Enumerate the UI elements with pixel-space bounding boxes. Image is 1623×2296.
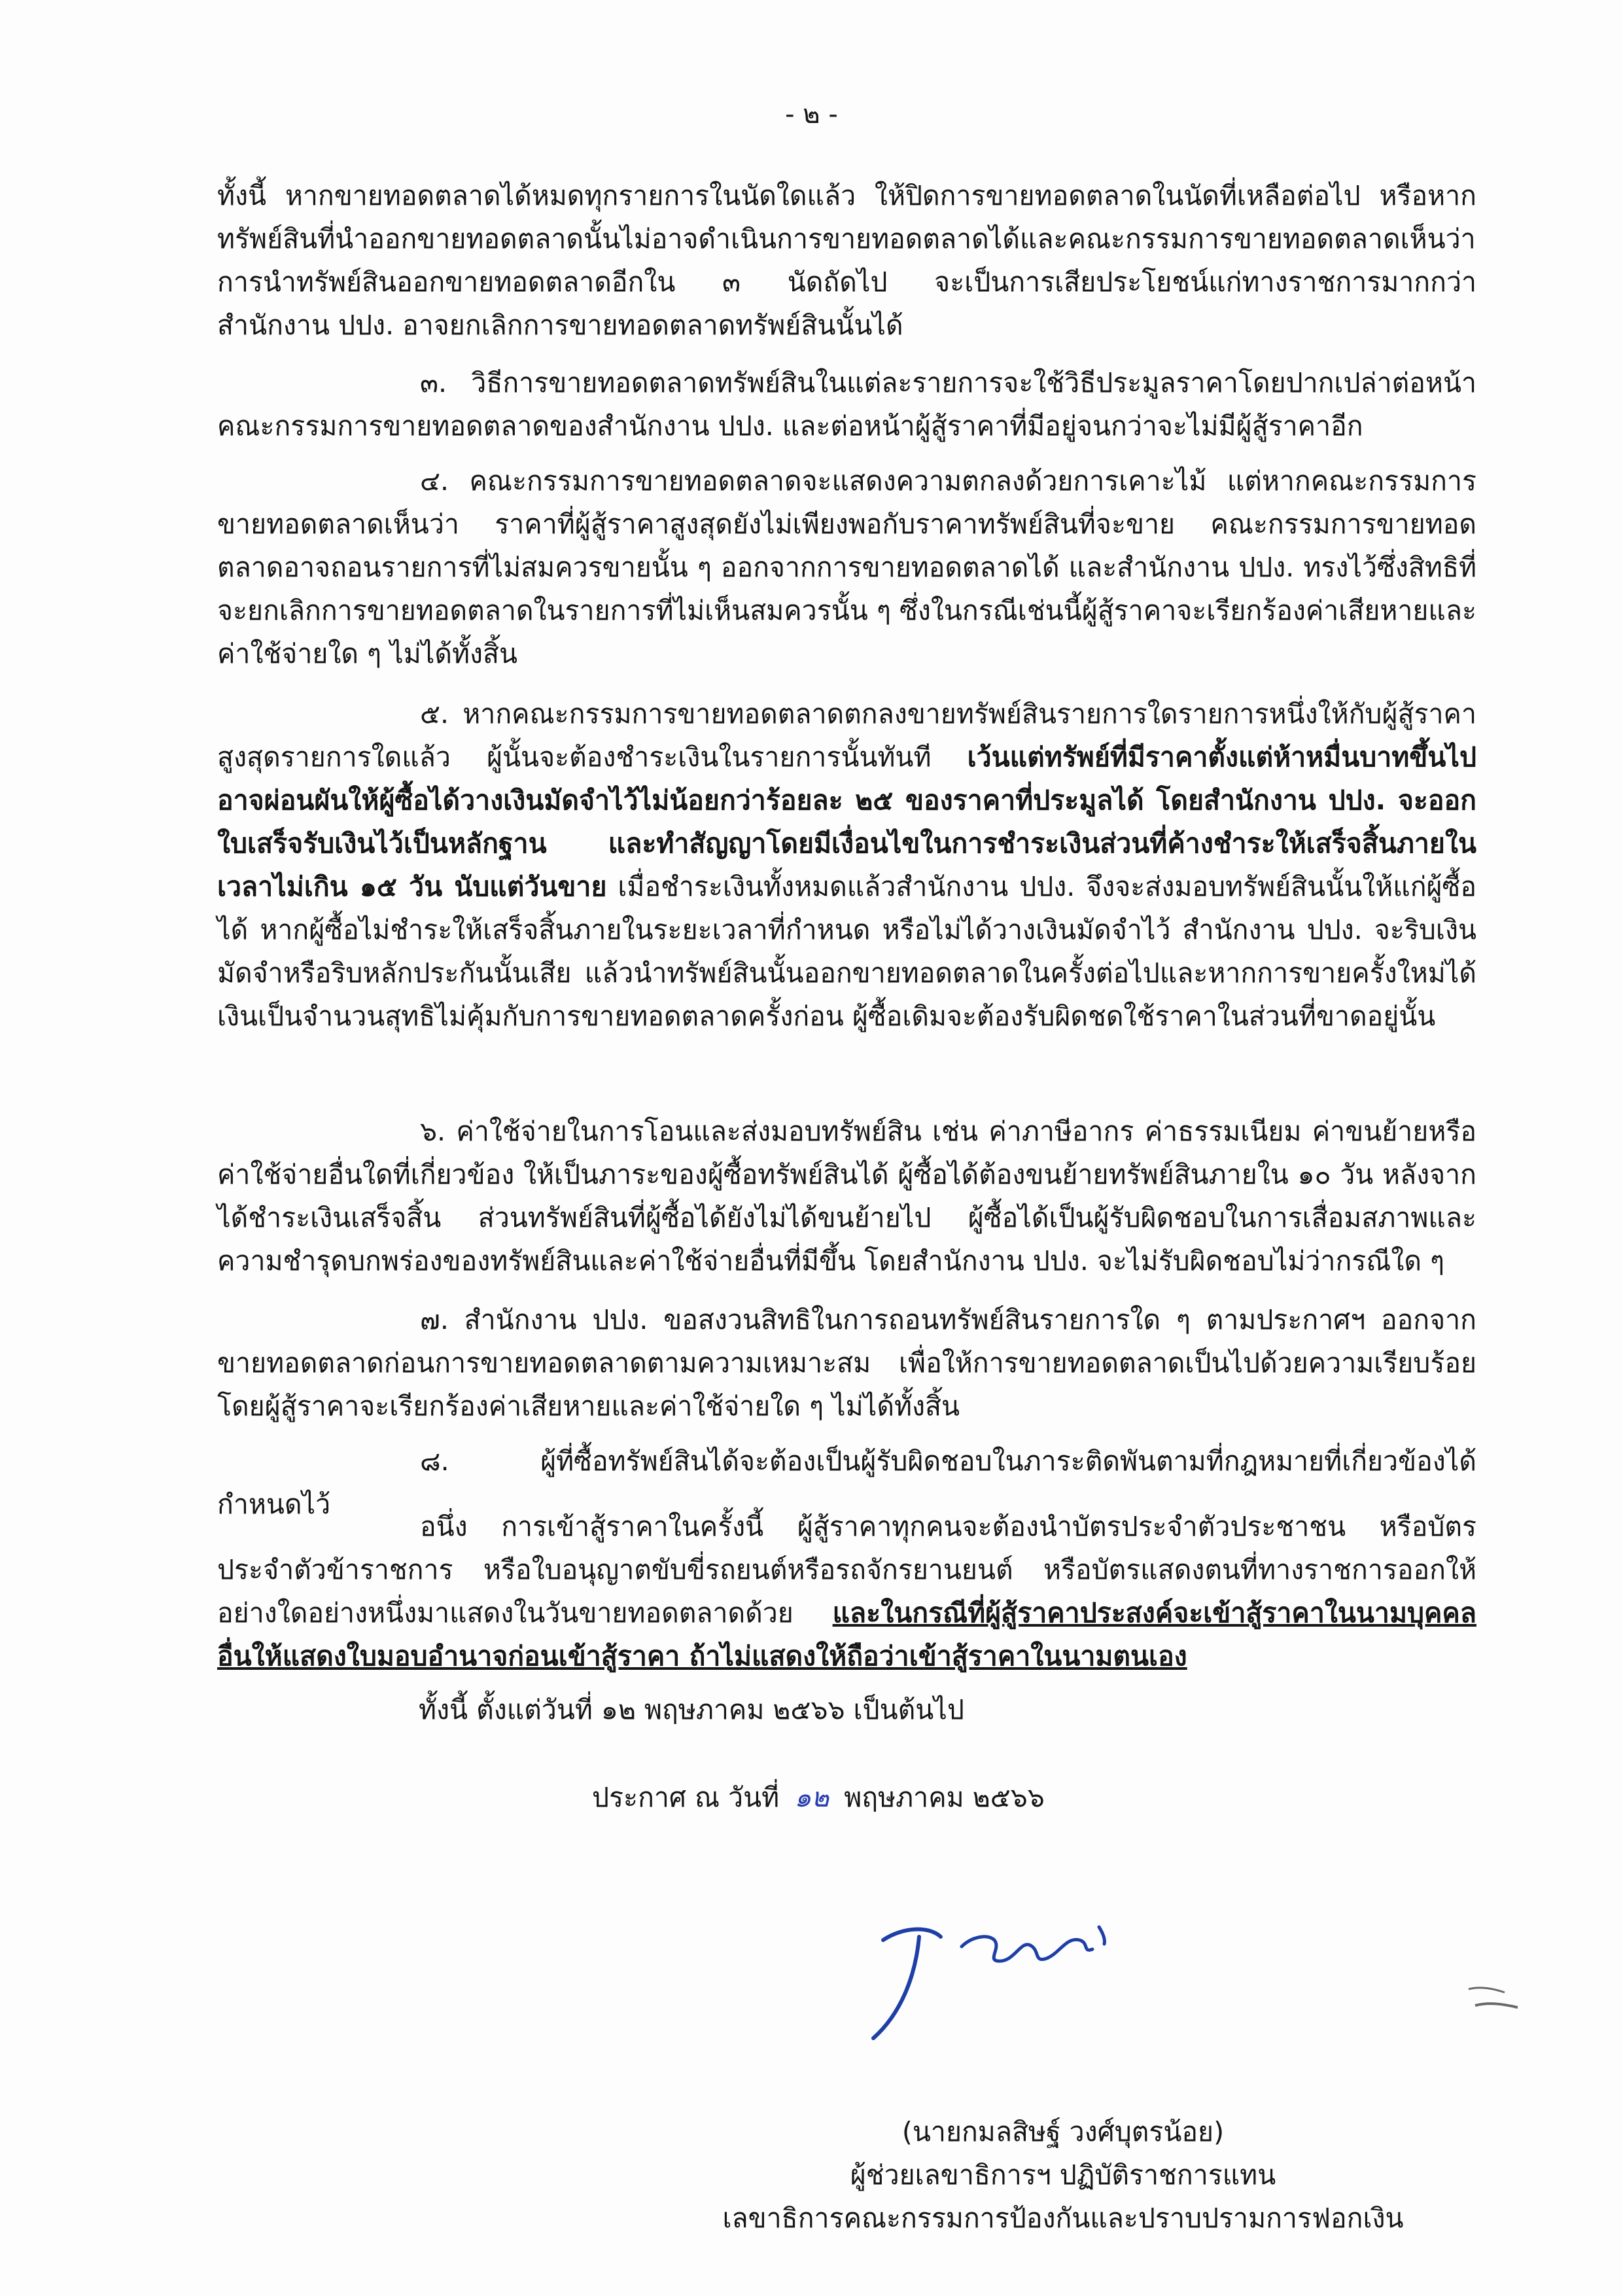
paragraph-item-6 [217, 1110, 1476, 1282]
announcement-date-line [592, 1776, 1045, 1819]
handwritten-signature [857, 1901, 1119, 2051]
paragraph-text: ๘. ผู้ที่ซื้อทรัพย์สินได้จะต้องเป็นผู้รับผิดชอบในภาระติดพันตามที่กฎหมายที่เกี่ยวข้องได้กำหนดไว้ [217, 1445, 1476, 1520]
effective-date-line: ทั้งนี้ ตั้งแต่วันที่ ๑๒ พฤษภาคม ๒๕๖๖ เป็นต้นไป [419, 1694, 964, 1725]
announcement-prefix: ประกาศ ณ วันที่ [592, 1782, 780, 1813]
stray-ink-mark [1465, 1976, 1524, 2015]
signer-position: ผู้ช่วยเลขาธิการฯ ปฏิบัติราชการแทน [850, 2159, 1276, 2191]
paragraph-bold-text: เว้นแต่ทรัพย์ที่มีราคาตั้งแต่ห้าหมื่นบาทขึ้นไป อาจผ่อนผันให้ผู้ซื้อได้วางเงินมัดจำไว้ไม่น้อยกว่าร้อยละ ๒๕ ของราคาที่ประมูลได้ โดยสำนักงาน ปปง. จะออกใบเสร็จรับเงินไว้เป็นหลักฐาน และทำสัญญาโดยมีเงื่อนไขในการชำระเงินส่วนที่ค้างชำระให้เสร็จสิ้นภายในเวลาไม่เกิน ๑๕ วัน นับแต่วันขาย [217, 741, 1476, 902]
signer-office: เลขาธิการคณะกรรมการป้องกันและปราบปรามการฟอกเงิน [722, 2202, 1404, 2234]
paragraph-text: ๕. หากคณะกรรมการขายทอดตลาดตกลงขายทรัพย์สินรายการใดรายการหนึ่งให้กับผู้สู้ราคาสูงสุดรายการใดแล้ว ผู้นั้นจะต้องชำระเงินในรายการนั้นทันที [217, 698, 1476, 773]
announcement-day: ๑๒ [794, 1782, 829, 1813]
paragraph-text: อนึ่ง การเข้าสู้ราคาในครั้งนี้ ผู้สู้ราคาทุกคนจะต้องนำบัตรประจำตัวประชาชน หรือบัตรประจำตัวข้าราชการ หรือใบอนุญาตขับขี่รถยนต์หรือรถจักรยานยนต์ หรือบัตรแสดงตนที่ทางราชการออกให้อย่างใดอย่างหนึ่งมาแสดงในวันขายทอดตลาดด้วย [217, 1511, 1476, 1629]
page-number: - ๒ - [785, 99, 838, 130]
paragraph-text: เมื่อชำระเงินทั้งหมดแล้วสำนักงาน ปปง. จึงจะส่งมอบทรัพย์สินนั้นให้แก่ผู้ซื้อได้ หากผู้ซื้อไม่ชำระให้เสร็จสิ้นภายในระยะเวลาที่กำหนด หรือไม่ได้วางเงินมัดจำไว้ สำนักงาน ปปง. จะริบเงินมัดจำหรือริบหลักประกันนั้นเสีย แล้วนำทรัพย์สินนั้นออกขายทอดตลาดในครั้งต่อไปและหากการขายครั้งใหม่ได้เงินเป็นจำนวนสุทธิไม่คุ้มกับการขายทอดตลาดครั้งก่อน ผู้ซื้อเดิมจะต้องรับผิดชดใช้ราคาในส่วนที่ขาดอยู่นั้น [217, 871, 1476, 1032]
announcement-month-year: พฤษภาคม ๒๕๖๖ [844, 1782, 1045, 1813]
paragraph-identification [217, 1505, 1476, 1678]
paragraph-text: ๔. คณะกรรมการขายทอดตลาดจะแสดงความตกลงด้วยการเคาะไม้ แต่หากคณะกรรมการขายทอดตลาดเห็นว่า ราคาที่ผู้สู้ราคาสูงสุดยังไม่เพียงพอกับราคาทรัพย์สินที่จะขาย คณะกรรมการขายทอดตลาดอาจถอนรายการที่ไม่สมควรขายนั้น ๆ ออกจากการขายทอดตลาดได้ และสำนักงาน ปปง. ทรงไว้ซึ่งสิทธิที่จะยกเลิกการขายทอดตลาดในรายการที่ไม่เห็นสมควรนั้น ๆ ซึ่งในกรณีเช่นนี้ผู้สู้ราคาจะเรียกร้องค่าเสียหายและค่าใช้จ่ายใด ๆ ไม่ได้ทั้งสิ้น [217, 465, 1476, 669]
paragraph-text: ทั้งนี้ หากขายทอดตลาดได้หมดทุกรายการในนัดใดแล้ว ให้ปิดการขายทอดตลาดในนัดที่เหลือต่อไป หรือหากทรัพย์สินที่นำออกขายทอดตลาดนั้นไม่อาจดำเนินการขายทอดตลาดได้และคณะกรรมการขายทอดตลาดเห็นว่า การนำทรัพย์สินออกขายทอดตลาดอีกใน ๓ นัดถัดไป จะเป็นการเสียประโยชน์แก่ทางราชการมากกว่า สำนักงาน ปปง. อาจยกเลิกการขายทอดตลาดทรัพย์สินนั้นได้ [217, 180, 1476, 341]
signer-name: (นายกมลสิษฐ์ วงศ์บุตรน้อย) [901, 2116, 1225, 2147]
paragraph-item-3 [217, 361, 1476, 448]
paragraph-underlined-text: และในกรณีที่ผู้สู้ราคาประสงค์จะเข้าสู้ราคาในนามบุคคลอื่นให้แสดงใบมอบอำนาจก่อนเข้าสู้ราคา ถ้าไม่แสดงให้ถือว่าเข้าสู้ราคาในนามตนเอง [217, 1597, 1476, 1672]
paragraph-text: ๖. ค่าใช้จ่ายในการโอนและส่งมอบทรัพย์สิน เช่น ค่าภาษีอากร ค่าธรรมเนียม ค่าขนย้ายหรือค่าใช้จ่ายอื่นใดที่เกี่ยวข้อง ให้เป็นภาระของผู้ซื้อทรัพย์สินได้ ผู้ซื้อได้ต้องขนย้ายทรัพย์สินภายใน ๑๐ วัน หลังจากได้ชำระเงินเสร็จสิ้น ส่วนทรัพย์สินที่ผู้ซื้อได้ยังไม่ได้ขนย้ายไป ผู้ซื้อได้เป็นผู้รับผิดชอบในการเสื่อมสภาพและความชำรุดบกพร่องของทรัพย์สินและค่าใช้จ่ายอื่นที่มีขึ้น โดยสำนักงาน ปปง. จะไม่รับผิดชอบไม่ว่ากรณีใด ๆ [217, 1116, 1476, 1277]
paragraph-text: ๓. วิธีการขายทอดตลาดทรัพย์สินในแต่ละรายการจะใช้วิธีประมูลราคาโดยปากเปล่าต่อหน้าคณะกรรมการขายทอดตลาดของสำนักงาน ปปง. และต่อหน้าผู้สู้ราคาที่มีอยู่จนกว่าจะไม่มีผู้สู้ราคาอีก [217, 367, 1476, 442]
paragraph-text: ๗. สำนักงาน ปปง. ขอสงวนสิทธิในการถอนทรัพย์สินรายการใด ๆ ตามประกาศฯ ออกจากขายทอดตลาดก่อนการขายทอดตลาดตามความเหมาะสม เพื่อให้การขายทอดตลาดเป็นไปด้วยความเรียบร้อยโดยผู้สู้ราคาจะเรียกร้องค่าเสียหายและค่าใช้จ่ายใด ๆ ไม่ได้ทั้งสิ้น [217, 1304, 1476, 1422]
paragraph-item-7 [217, 1298, 1476, 1428]
paragraph-item-5 [217, 692, 1476, 1038]
paragraph-closing-sale [217, 174, 1476, 347]
paragraph-item-4 [217, 459, 1476, 675]
